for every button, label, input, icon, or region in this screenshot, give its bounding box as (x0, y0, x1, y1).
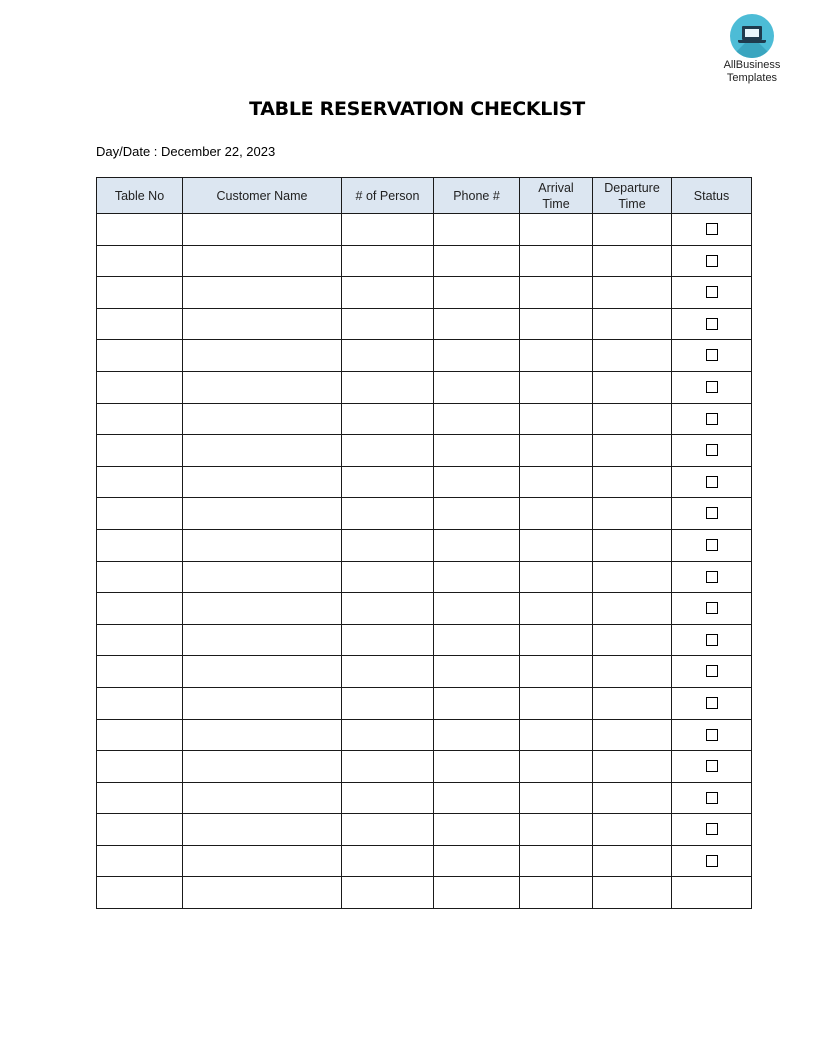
table-row (97, 593, 752, 625)
logo-line-2: Templates (726, 72, 778, 84)
table-row (97, 403, 752, 435)
customer-name-cell[interactable] (183, 245, 342, 277)
logo-line-1: AllBusiness (723, 59, 781, 71)
persons-cell[interactable] (342, 593, 434, 625)
table-row (97, 277, 752, 309)
phone-cell[interactable] (434, 814, 520, 846)
table-no-cell[interactable] (97, 245, 183, 277)
status-cell (672, 593, 752, 625)
status-cell (672, 277, 752, 309)
arrival-time-cell[interactable] (520, 782, 593, 814)
arrival-time-cell[interactable] (520, 308, 593, 340)
table-no-cell[interactable] (97, 529, 183, 561)
customer-name-cell[interactable] (183, 782, 342, 814)
departure-time-cell[interactable] (593, 593, 672, 625)
status-checkbox[interactable] (706, 444, 718, 456)
status-checkbox[interactable] (706, 792, 718, 804)
customer-name-cell[interactable] (183, 845, 342, 877)
status-checkbox[interactable] (706, 223, 718, 235)
persons-cell[interactable] (342, 308, 434, 340)
col-header-persons: # of Person (342, 178, 434, 214)
persons-cell[interactable] (342, 340, 434, 372)
customer-name-cell[interactable] (183, 593, 342, 625)
status-checkbox[interactable] (706, 602, 718, 614)
departure-time-cell[interactable] (593, 624, 672, 656)
customer-name-cell[interactable] (183, 403, 342, 435)
persons-cell[interactable] (342, 719, 434, 751)
status-checkbox[interactable] (706, 823, 718, 835)
laptop-icon (730, 14, 774, 58)
departure-time-cell[interactable] (593, 529, 672, 561)
table-row (97, 340, 752, 372)
table-no-cell[interactable] (97, 214, 183, 246)
departure-time-cell[interactable] (593, 403, 672, 435)
table-no-cell[interactable] (97, 656, 183, 688)
status-cell (672, 245, 752, 277)
status-cell (672, 214, 752, 246)
arrival-time-cell[interactable] (520, 498, 593, 530)
arrival-time-cell[interactable] (520, 529, 593, 561)
status-checkbox[interactable] (706, 539, 718, 551)
table-no-cell[interactable] (97, 687, 183, 719)
status-cell (672, 403, 752, 435)
date-label: Day/Date : (96, 144, 158, 159)
arrival-time-cell[interactable] (520, 561, 593, 593)
table-row (97, 466, 752, 498)
table-no-cell[interactable] (97, 877, 183, 909)
departure-time-cell[interactable] (593, 656, 672, 688)
status-checkbox[interactable] (706, 286, 718, 298)
status-checkbox[interactable] (706, 476, 718, 488)
persons-cell[interactable] (342, 435, 434, 467)
customer-name-cell[interactable] (183, 719, 342, 751)
status-cell (672, 624, 752, 656)
customer-name-cell[interactable] (183, 214, 342, 246)
departure-time-cell[interactable] (593, 751, 672, 783)
status-cell (672, 529, 752, 561)
table-row (97, 845, 752, 877)
table-row (97, 687, 752, 719)
status-cell (672, 814, 752, 846)
phone-cell[interactable] (434, 529, 520, 561)
phone-cell[interactable] (434, 624, 520, 656)
persons-cell[interactable] (342, 498, 434, 530)
date-line (96, 144, 275, 159)
col-header-departure-time: Departure Time (593, 178, 672, 214)
table-no-cell[interactable] (97, 719, 183, 751)
departure-time-cell[interactable] (593, 308, 672, 340)
departure-time-cell[interactable] (593, 340, 672, 372)
col-header-status: Status (672, 178, 752, 214)
status-cell (672, 308, 752, 340)
phone-cell[interactable] (434, 466, 520, 498)
arrival-time-cell[interactable] (520, 371, 593, 403)
table-no-cell[interactable] (97, 371, 183, 403)
table-no-cell[interactable] (97, 782, 183, 814)
persons-cell[interactable] (342, 245, 434, 277)
status-checkbox[interactable] (706, 634, 718, 646)
table-no-cell[interactable] (97, 308, 183, 340)
status-cell (672, 656, 752, 688)
persons-cell[interactable] (342, 277, 434, 309)
phone-cell[interactable] (434, 751, 520, 783)
status-cell (672, 751, 752, 783)
arrival-time-cell[interactable] (520, 435, 593, 467)
table-row (97, 308, 752, 340)
arrival-time-cell[interactable] (520, 593, 593, 625)
phone-cell[interactable] (434, 435, 520, 467)
departure-time-cell[interactable] (593, 719, 672, 751)
persons-cell[interactable] (342, 214, 434, 246)
table-no-cell[interactable] (97, 561, 183, 593)
status-cell (672, 371, 752, 403)
departure-time-cell[interactable] (593, 845, 672, 877)
date-value: December 22, 2023 (161, 144, 276, 159)
table-row (97, 877, 752, 909)
table-row (97, 214, 752, 246)
persons-cell[interactable] (342, 466, 434, 498)
table-row (97, 751, 752, 783)
arrival-time-cell[interactable] (520, 814, 593, 846)
arrival-time-cell[interactable] (520, 751, 593, 783)
departure-time-cell[interactable] (593, 498, 672, 530)
arrival-time-cell[interactable] (520, 877, 593, 909)
customer-name-cell[interactable] (183, 624, 342, 656)
departure-time-cell[interactable] (593, 371, 672, 403)
status-cell (672, 687, 752, 719)
col-header-table-no: Table No (97, 178, 183, 214)
persons-cell[interactable] (342, 371, 434, 403)
customer-name-cell[interactable] (183, 277, 342, 309)
arrival-time-cell[interactable] (520, 340, 593, 372)
arrival-time-cell[interactable] (520, 403, 593, 435)
departure-time-cell[interactable] (593, 435, 672, 467)
departure-time-cell[interactable] (593, 466, 672, 498)
arrival-time-cell[interactable] (520, 624, 593, 656)
arrival-time-cell[interactable] (520, 214, 593, 246)
phone-cell[interactable] (434, 656, 520, 688)
table-no-cell[interactable] (97, 466, 183, 498)
table-no-cell[interactable] (97, 751, 183, 783)
arrival-time-cell[interactable] (520, 245, 593, 277)
persons-cell[interactable] (342, 782, 434, 814)
phone-cell[interactable] (434, 214, 520, 246)
table-row (97, 245, 752, 277)
arrival-time-cell[interactable] (520, 687, 593, 719)
departure-time-cell[interactable] (593, 877, 672, 909)
status-checkbox[interactable] (706, 697, 718, 709)
arrival-time-cell[interactable] (520, 466, 593, 498)
phone-cell[interactable] (434, 593, 520, 625)
table-row (97, 814, 752, 846)
phone-cell[interactable] (434, 308, 520, 340)
table-row (97, 624, 752, 656)
customer-name-cell[interactable] (183, 529, 342, 561)
status-checkbox[interactable] (706, 507, 718, 519)
persons-cell[interactable] (342, 656, 434, 688)
departure-time-cell[interactable] (593, 687, 672, 719)
table-row (97, 782, 752, 814)
customer-name-cell[interactable] (183, 561, 342, 593)
table-row (97, 498, 752, 530)
status-checkbox[interactable] (706, 571, 718, 583)
customer-name-cell[interactable] (183, 656, 342, 688)
table-no-cell[interactable] (97, 814, 183, 846)
status-checkbox[interactable] (706, 318, 718, 330)
persons-cell[interactable] (342, 529, 434, 561)
phone-cell[interactable] (434, 277, 520, 309)
customer-name-cell[interactable] (183, 466, 342, 498)
customer-name-cell[interactable] (183, 340, 342, 372)
departure-time-cell[interactable] (593, 214, 672, 246)
status-cell (672, 877, 752, 909)
phone-cell[interactable] (434, 340, 520, 372)
page-title: TABLE RESERVATION CHECKLIST (249, 98, 585, 120)
table-no-cell[interactable] (97, 845, 183, 877)
customer-name-cell[interactable] (183, 814, 342, 846)
table-no-cell[interactable] (97, 593, 183, 625)
status-cell (672, 845, 752, 877)
customer-name-cell[interactable] (183, 435, 342, 467)
phone-cell[interactable] (434, 719, 520, 751)
customer-name-cell[interactable] (183, 498, 342, 530)
reservation-table (96, 177, 752, 909)
table-no-cell[interactable] (97, 340, 183, 372)
status-checkbox[interactable] (706, 255, 718, 267)
status-cell (672, 561, 752, 593)
status-cell (672, 782, 752, 814)
table-row (97, 435, 752, 467)
customer-name-cell[interactable] (183, 371, 342, 403)
status-checkbox[interactable] (706, 381, 718, 393)
phone-cell[interactable] (434, 877, 520, 909)
status-checkbox[interactable] (706, 760, 718, 772)
phone-cell[interactable] (434, 687, 520, 719)
phone-cell[interactable] (434, 403, 520, 435)
status-cell (672, 498, 752, 530)
table-row (97, 656, 752, 688)
customer-name-cell[interactable] (183, 877, 342, 909)
departure-time-cell[interactable] (593, 277, 672, 309)
phone-cell[interactable] (434, 845, 520, 877)
table-header-row (97, 178, 752, 214)
phone-cell[interactable] (434, 498, 520, 530)
table-no-cell[interactable] (97, 624, 183, 656)
col-header-customer-name: Customer Name (183, 178, 342, 214)
persons-cell[interactable] (342, 877, 434, 909)
table-no-cell[interactable] (97, 403, 183, 435)
status-checkbox[interactable] (706, 349, 718, 361)
status-checkbox[interactable] (706, 729, 718, 741)
phone-cell[interactable] (434, 371, 520, 403)
col-header-phone: Phone # (434, 178, 520, 214)
status-checkbox[interactable] (706, 665, 718, 677)
col-header-arrival-time: Arrival Time (520, 178, 593, 214)
persons-cell[interactable] (342, 814, 434, 846)
phone-cell[interactable] (434, 782, 520, 814)
customer-name-cell[interactable] (183, 308, 342, 340)
customer-name-cell[interactable] (183, 751, 342, 783)
persons-cell[interactable] (342, 561, 434, 593)
status-checkbox[interactable] (706, 855, 718, 867)
table-no-cell[interactable] (97, 498, 183, 530)
departure-time-cell[interactable] (593, 814, 672, 846)
status-cell (672, 435, 752, 467)
table-row (97, 561, 752, 593)
phone-cell[interactable] (434, 245, 520, 277)
status-cell (672, 340, 752, 372)
table-row (97, 371, 752, 403)
arrival-time-cell[interactable] (520, 656, 593, 688)
arrival-time-cell[interactable] (520, 277, 593, 309)
status-cell (672, 719, 752, 751)
status-checkbox[interactable] (706, 413, 718, 425)
allbusiness-templates-logo (716, 14, 788, 84)
persons-cell[interactable] (342, 845, 434, 877)
customer-name-cell[interactable] (183, 687, 342, 719)
arrival-time-cell[interactable] (520, 719, 593, 751)
departure-time-cell[interactable] (593, 245, 672, 277)
arrival-time-cell[interactable] (520, 845, 593, 877)
table-no-cell[interactable] (97, 277, 183, 309)
departure-time-cell[interactable] (593, 782, 672, 814)
departure-time-cell[interactable] (593, 561, 672, 593)
phone-cell[interactable] (434, 561, 520, 593)
table-no-cell[interactable] (97, 435, 183, 467)
persons-cell[interactable] (342, 687, 434, 719)
persons-cell[interactable] (342, 751, 434, 783)
table-row (97, 529, 752, 561)
persons-cell[interactable] (342, 403, 434, 435)
persons-cell[interactable] (342, 624, 434, 656)
status-cell (672, 466, 752, 498)
table-row (97, 719, 752, 751)
